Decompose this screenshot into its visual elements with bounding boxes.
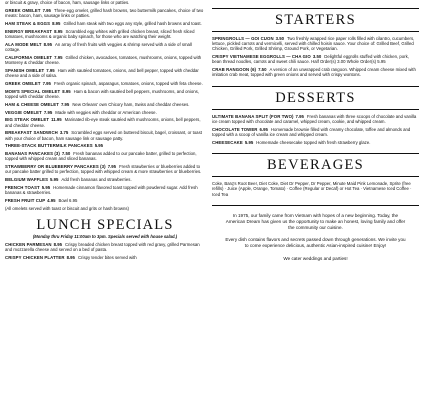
menu-item-description: An array of fresh fruits with veggies & shrimp served with a side of small cottage. bbox=[5, 42, 192, 53]
menu-item-price: 5.95 bbox=[50, 177, 59, 183]
family-story bbox=[212, 205, 419, 262]
menu-item bbox=[5, 42, 205, 52]
menu-item-name: CRISPY VIETNAMESE EGGROLLS — CHA GIO bbox=[212, 54, 311, 60]
menu-item-description: Homemade brownie filled with creamy chocolate, toffee and almonds and topped with a scoop of vanilla ice cream and whipped cream. bbox=[212, 126, 411, 137]
menu-item-description: Made with veggies with cheddar or American cheese. bbox=[55, 109, 157, 115]
menu-item-price: 7.50 bbox=[258, 67, 267, 73]
starters-title: STARTERS bbox=[275, 12, 356, 28]
menu-item-price: 3.50 bbox=[312, 54, 322, 60]
menu-item bbox=[5, 164, 205, 174]
menu-item-price: 7.50 bbox=[61, 151, 71, 157]
menu-item-name: FRENCH TOAST bbox=[5, 184, 40, 190]
menu-item-name: GREEK OMELET bbox=[5, 81, 41, 86]
beverages-list: Coke, Barq's Root Beer, Diet Coke, Diet Dr Pepper, Dr Pepper, Minute Maid Pink Lemonade, Sprite (free refills) · Juice (Apple, Orange, Tomato) · Coffee (Regular or Decaf) or Hot Tea · Vietnamese Iced Coffee · Iced Tea bbox=[212, 180, 412, 197]
menu-item-description: Grilled chicken, avocadoes, tomatoes, mushrooms, onions, topped with Monterey & cheddar cheese. bbox=[5, 55, 202, 66]
menu-item-name: GREEK OMELET bbox=[5, 8, 41, 14]
menu-item bbox=[212, 114, 419, 124]
menu-item bbox=[212, 54, 419, 64]
menu-item-description: Fresh bananas with three scoops of chocolate and vanilla ice cream topped with chocolate and caramel, whipped cream, cookie, and whipped cream. bbox=[212, 113, 417, 124]
menu-item bbox=[5, 117, 205, 127]
menu-item bbox=[5, 102, 205, 107]
menu-item-description: Ham with sautéed tomatoes, onions, and bell pepper, topped with cheddar cheese and a side of salsa. bbox=[5, 68, 199, 79]
menu-item-description: Homemade cheesecake topped with fresh strawberry glaze. bbox=[256, 139, 371, 145]
menu-item-name: MOM'S SPECIAL OMELET bbox=[5, 88, 61, 94]
menu-item-price: 8.95 bbox=[53, 241, 63, 247]
menu-item-name: BELGIUM WAFFLES bbox=[5, 177, 49, 183]
menu-item bbox=[5, 255, 205, 260]
menu-item-name: BREAKFAST SANDWICH bbox=[5, 130, 58, 136]
menu-item bbox=[5, 89, 205, 99]
menu-item bbox=[5, 8, 205, 18]
menu-item-name: HAM STEAK & EGGS bbox=[5, 21, 51, 27]
menu-item-name: CALIFORNIA OMELET bbox=[5, 55, 53, 60]
menu-item-name: HAM & CHEESE OMELET bbox=[5, 101, 59, 107]
menu-item bbox=[5, 177, 205, 182]
menu-item-price: 4.95 bbox=[47, 197, 56, 203]
menu-item bbox=[5, 130, 205, 140]
desserts-title: DESSERTS bbox=[275, 89, 356, 106]
left-menu-column bbox=[5, 0, 205, 400]
menu-item-name: CRISPY CHICKEN PLATTER bbox=[5, 254, 65, 260]
menu-item-description: Crispy breaded chicken breast topped with red gravy, grilled Parmesan and mozzarella cheese and served on a bed of pasta. bbox=[5, 241, 200, 253]
menu-item-name: STRAWBERRY OR BLUEBERRY PANCAKES (3) bbox=[5, 164, 106, 170]
menu-item-price: 8.95 bbox=[62, 88, 71, 94]
menu-item-price: 8.95 bbox=[43, 42, 53, 47]
right-menu-column bbox=[212, 0, 419, 400]
starters-header bbox=[212, 8, 419, 32]
omelet-footnote: (All omelets served with toast or biscuit and grits or hash browns) bbox=[5, 205, 129, 211]
menu-item-name: VEGGIE OMELET bbox=[5, 109, 42, 115]
menu-item-name: CHICKEN PARMESAN bbox=[5, 241, 52, 247]
menu-item-price: 7.95 bbox=[54, 55, 63, 60]
menu-item bbox=[212, 127, 419, 137]
menu-item-description: Three-egg omelet, grilled hash browns, two buttermilk pancakes, choice of two meats: bacon, ham, sausage links or patties. bbox=[5, 8, 204, 19]
menu-item-price: 8.95 bbox=[66, 254, 75, 260]
menu-item bbox=[5, 21, 205, 26]
menu-item-price: 7.95 bbox=[46, 68, 55, 73]
beverages-title: BEVERAGES bbox=[266, 156, 365, 173]
menu-item-name: FRESH FRUIT CUP bbox=[5, 197, 46, 203]
menu-item-description: Bowl 6.95 bbox=[58, 197, 78, 203]
menu-item-description: A version of an unwrapped crab rangoon. Whipped cream cheese mixed with imitation crab meat, topped with green onions and served with crispy wontons. bbox=[212, 67, 416, 78]
menu-item-name: BIG STEAK OMELET bbox=[5, 117, 50, 123]
menu-item-price: 7.95 bbox=[107, 164, 117, 170]
menu-item-name: ENERGY BREAKFAST bbox=[5, 29, 53, 34]
menu-item-description: Ham & bacon with sautéed bell peppers, mushrooms, and onions, topped with cheddar cheese. bbox=[5, 88, 200, 99]
menu-item-description: Fresh strawberries or blueberries added to our pancake batter grilled to perfection, topped with whipped cream & more strawberries or blueberries. bbox=[5, 164, 202, 175]
menu-item bbox=[5, 110, 205, 115]
menu-item bbox=[5, 143, 205, 148]
menu-item-description: Two freshly wrapped rice paper rolls filled with cilantro, cucumbers, lettuce, pickled carrots and vermicelli, served with chilled hoisin sauce. Your choice of: Grilled Beef, Grilled Chicken, Grilled Pork, Grilled Shrimp, Ground Pork, or Vegetarian. bbox=[212, 36, 415, 52]
menu-item-description: Add fresh bananas and strawberries. bbox=[61, 177, 132, 183]
catering-note: We cater weddings and parties! bbox=[283, 255, 348, 261]
story-paragraph-1: In 1975, our family came from Vietnam with hopes of a new beginning. Today, the American Dream has given us the opportunity to make an honest, loving family and offer the community our cuisine. bbox=[225, 213, 406, 231]
lunch-specials-subtitle: (Monday thru Friday 11:00am to 3pm. Specials served with house salad.) bbox=[32, 233, 178, 239]
menu-item-description: New Orleans' own Chicory ham, Swiss and cheddar cheeses. bbox=[72, 101, 190, 107]
menu-item-description: Scrambled egg whites with grilled chicken breast, sliced fresh sliced tomatoes, mushrooms & organic baby spinach, for those who are watching their weight. bbox=[5, 29, 195, 40]
menu-item bbox=[5, 29, 205, 39]
menu-item-price: 7.95 bbox=[42, 81, 51, 86]
menu-item-description: Grilled ham steak with two eggs any style, grilled hash browns and toast. bbox=[63, 21, 202, 27]
menu-item-name: BANANAS PANCAKES (3) bbox=[5, 151, 60, 157]
menu-item-name: ULTIMATE BANANA SPLIT (FOR TWO) bbox=[212, 113, 294, 119]
menu-item-price: 5.95 bbox=[94, 143, 104, 149]
menu-item-name: CHOCOLATE TOWER bbox=[212, 126, 258, 132]
menu-item-description: Scrambled eggs served on buttered biscuit, bagel, croissant, or toast with your choice of bacon, ham sausage link or sausage patty. bbox=[5, 130, 202, 141]
menu-item-price: 11.95 bbox=[51, 117, 62, 123]
menu-item-name: THREE-STACK BUTTERMILK PANCAKES bbox=[5, 143, 93, 149]
menu-item-description: Delightful eggrolls stuffed with chicken, pork, bean thread noodles, carrots and sweet chili sauce. Half Order(s) 3.00 Whole Order(s) 5.95 bbox=[212, 54, 409, 65]
menu-item-name: SPANISH OMELET bbox=[5, 68, 45, 73]
menu-item-description: Fresh organic spinach, asparagus, tomatoes, onions, topped with feta cheese. bbox=[53, 81, 203, 86]
starters-list bbox=[212, 36, 419, 78]
desserts-list bbox=[212, 114, 419, 145]
menu-item-price: 7.95 bbox=[42, 8, 51, 14]
menu-item-name: CHEESECAKE bbox=[212, 139, 243, 145]
menu-item bbox=[5, 185, 205, 195]
menu-item-name: CRAB RANGOON (6) bbox=[212, 67, 257, 73]
menu-item bbox=[5, 68, 205, 78]
menu-item-price: 3.50 bbox=[275, 36, 285, 41]
menu-item-name: SPRINGROLLS — GOI CUON bbox=[212, 36, 274, 41]
menu-item bbox=[5, 198, 205, 203]
menu-item bbox=[212, 36, 419, 52]
menu-item-price: 8.95 bbox=[54, 29, 63, 34]
menu-item-name: ALA MODE MELT bbox=[5, 42, 42, 47]
lunch-specials-title: LUNCH SPECIALS bbox=[36, 216, 174, 233]
menu-item-price: 5.95 bbox=[41, 184, 51, 190]
menu-item-description: Marinated rib-eye steak sautéed with mushrooms, onions, bell peppers, and cheddar cheese. bbox=[5, 117, 201, 128]
menu-item-price: 5.95 bbox=[244, 139, 254, 145]
menu-item bbox=[5, 55, 205, 65]
breakfast-intro-text: or biscuit & gravy, choice of bacon, ham, sausage links or patties. bbox=[5, 0, 130, 5]
menu-item bbox=[212, 67, 419, 77]
beverages-header bbox=[212, 153, 419, 177]
menu-item-price: 3.75 bbox=[59, 130, 69, 136]
story-paragraph-2: Every dish contains flavors and secrets passed down through generations. We invite you to come experience delicious, authentic Asian-inspired cuisine! Enjoy! bbox=[225, 237, 406, 249]
menu-item bbox=[212, 140, 419, 145]
desserts-header bbox=[212, 86, 419, 110]
menu-item bbox=[5, 151, 205, 161]
menu-item-description: Crispy tender bites served with bbox=[77, 254, 137, 260]
menu-item-price: 7.95 bbox=[43, 109, 53, 115]
menu-item-description: Fresh bananas added to our pancake batter, grilled to perfection, topped with whipped cream and sliced bananas. bbox=[5, 151, 197, 162]
menu-item bbox=[5, 81, 205, 86]
menu-item-description: Homemade cinnamon flavored toast topped with powdered sugar. Add fresh bananas & strawberries. bbox=[5, 184, 198, 196]
menu-item-price: 8.95 bbox=[52, 21, 61, 27]
menu-item bbox=[5, 242, 205, 252]
menu-item-price: 7.95 bbox=[295, 113, 304, 119]
lunch-list bbox=[5, 242, 205, 260]
menu-item-price: 6.95 bbox=[259, 126, 268, 132]
menu-item-price: 7.95 bbox=[60, 101, 70, 107]
breakfast-list bbox=[5, 8, 205, 203]
